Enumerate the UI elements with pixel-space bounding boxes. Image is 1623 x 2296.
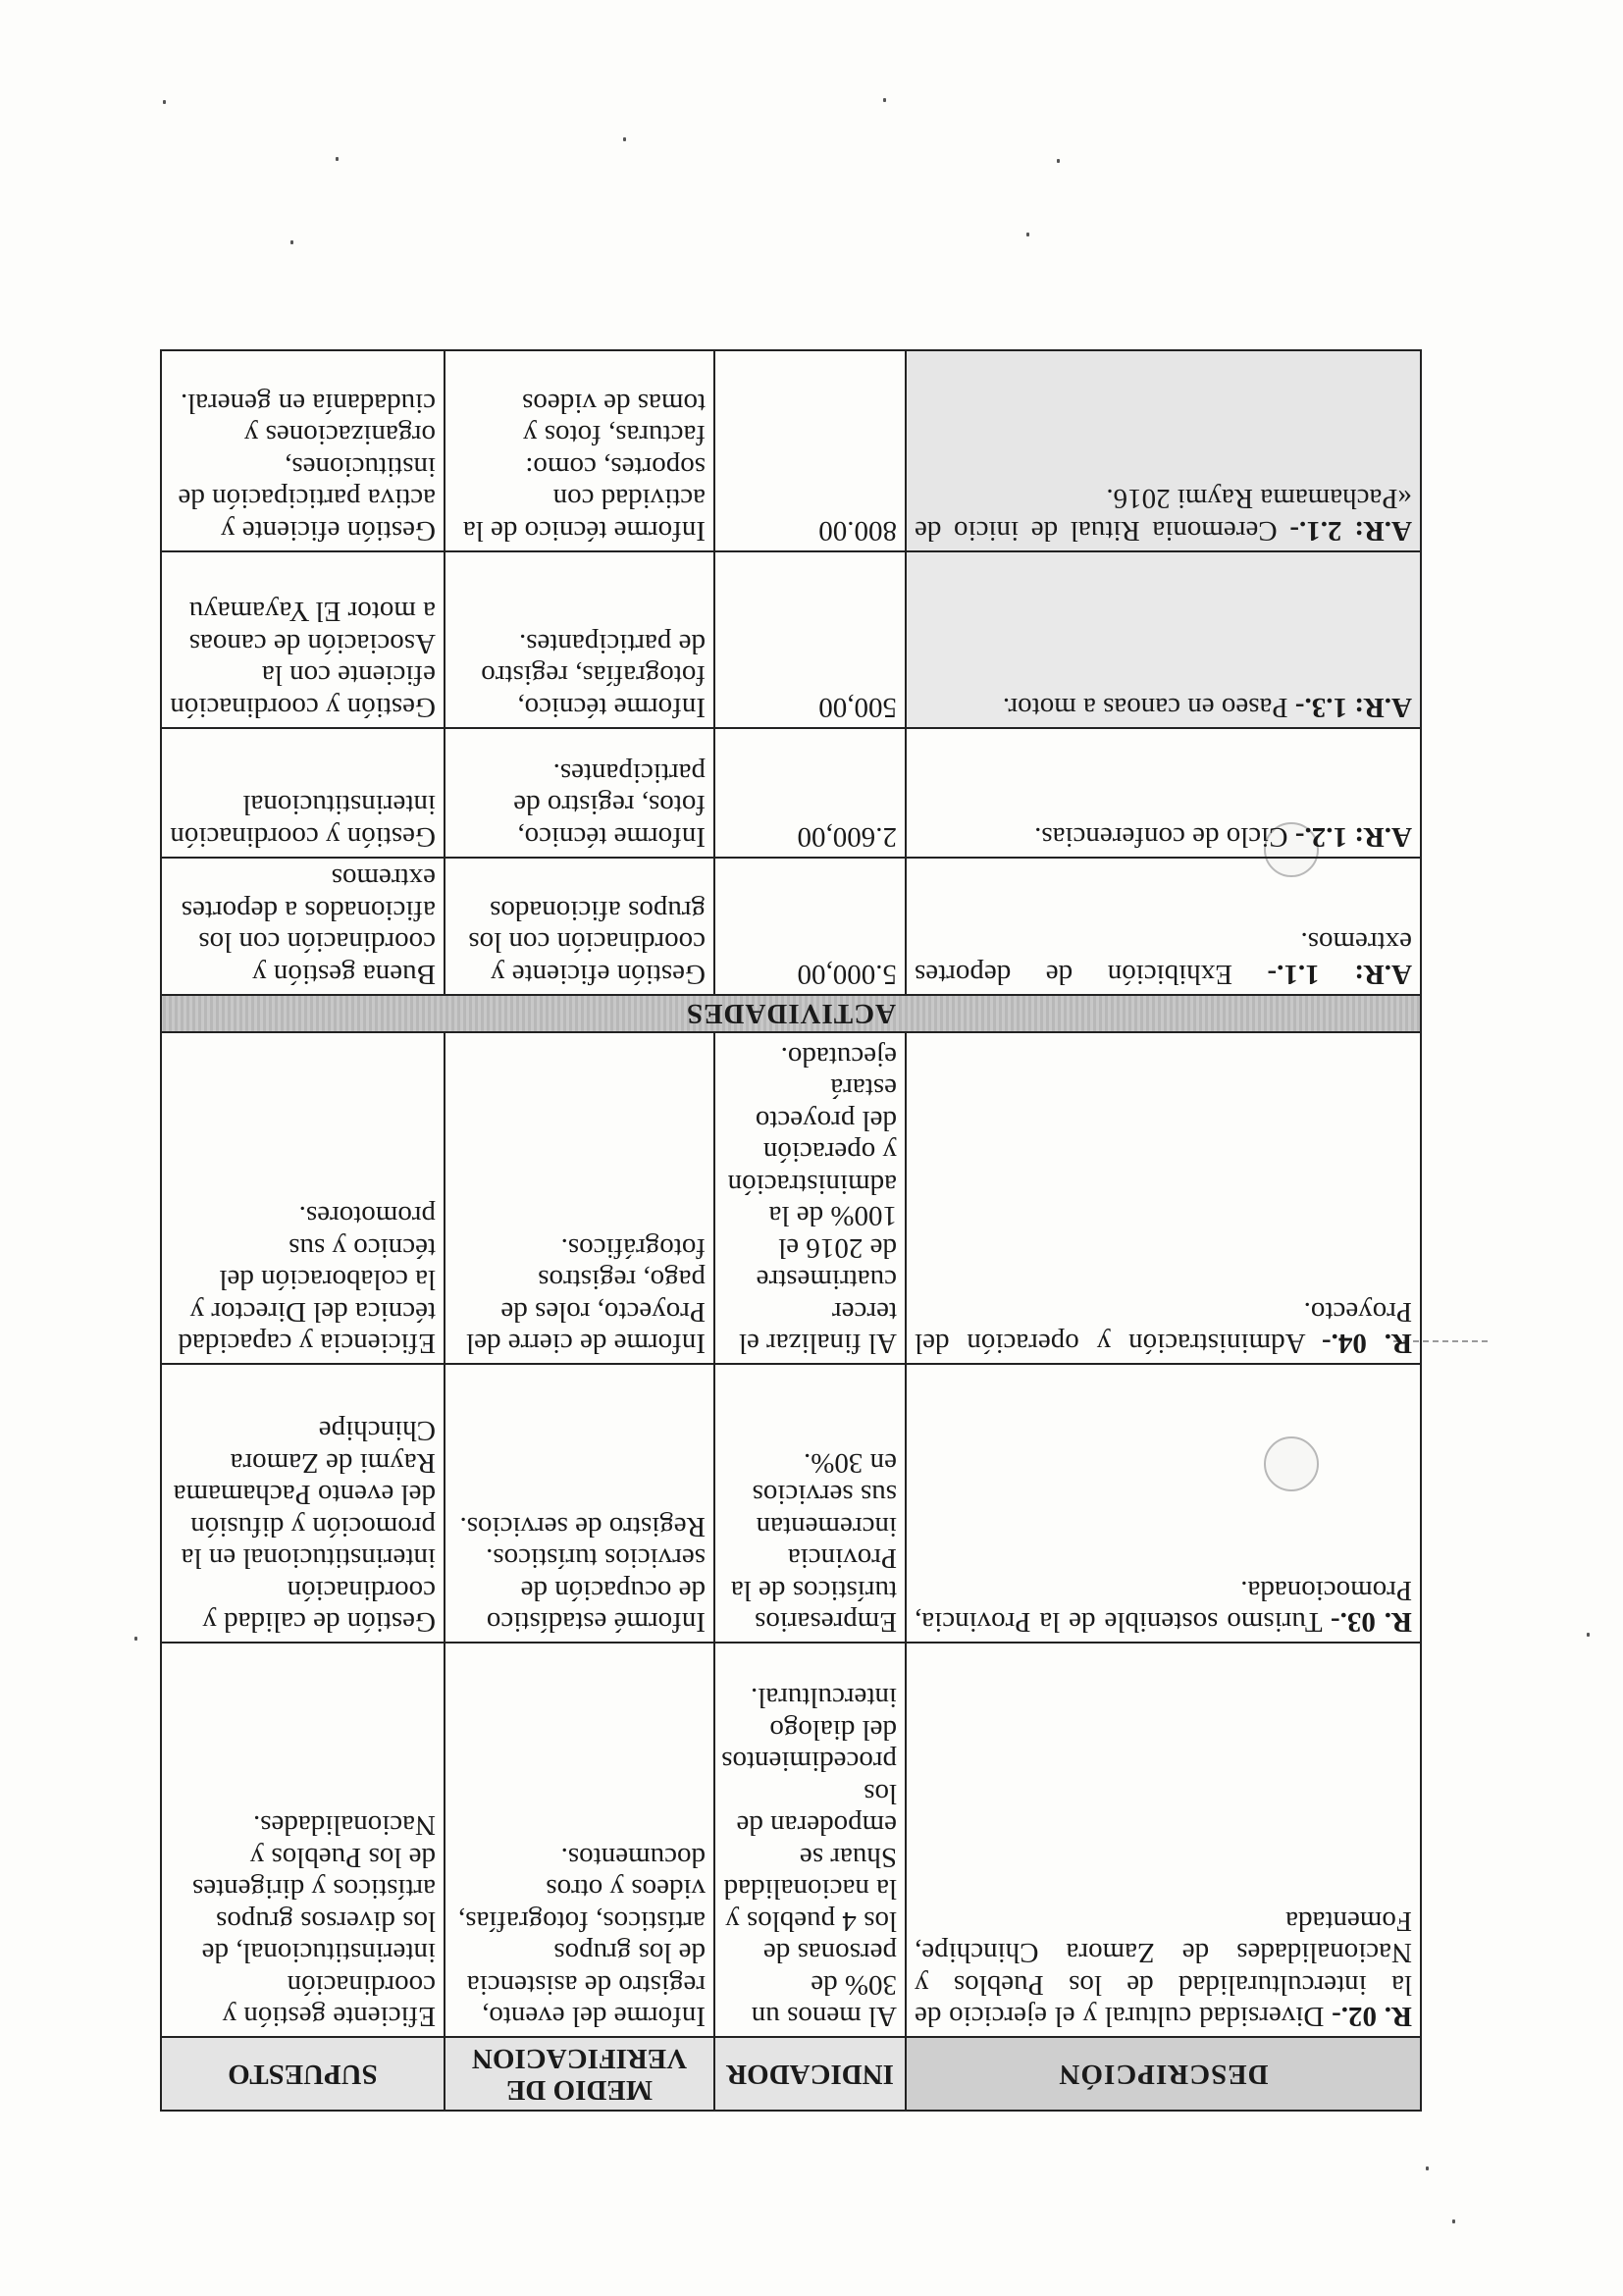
- row-desc-text: Turismo sostenible de la Provincia, Promocionada.: [915, 1574, 1412, 1639]
- row-supuesto: Gestión de calidad y coordinación interinstitucional en la promoción y difusión del evento Pachamama Raymi de Zamora Chinchipe: [161, 1364, 445, 1643]
- activity-row: [161, 728, 1421, 858]
- row-desc-text: Administración y operación del Proyecto.: [915, 1295, 1412, 1360]
- table-header-row: [161, 2037, 1421, 2111]
- activity-row: [161, 551, 1421, 728]
- scan-speck: [1057, 159, 1060, 163]
- scan-speck: [1426, 2166, 1429, 2170]
- activity-supuesto: Gestión eficiente y activa participación de instituciones, organizaciones y ciudadanía en general.: [161, 350, 445, 551]
- scan-speck: [290, 240, 293, 244]
- activity-medio: Gestión eficiente y coordinación con los grupos aficionados: [445, 858, 714, 995]
- activity-code: A.R: 2.1.-: [1289, 514, 1412, 547]
- scan-speck: [1587, 1633, 1590, 1637]
- row-indicador: Empresarios turísticos de la Provincia incrementan sus servicios en 30%.: [714, 1364, 906, 1643]
- row-supuesto: Eficiente gestión y coordinación interinstitucional, de los diversos grupos artísticos y dirigentes de los Pueblos y Nacionalidades.: [161, 1643, 445, 2037]
- header-medio-verificacion: MEDIO DE VERIFICACION: [445, 2037, 714, 2111]
- activity-supuesto: Gestión y coordinación eficiente con la Asociación de canoas a motor El Yayamayu: [161, 551, 445, 728]
- table-row: [161, 1032, 1421, 1364]
- header-indicador: INDICADOR: [714, 2037, 906, 2111]
- activity-code: A.R: 1.1.-: [1267, 958, 1412, 990]
- activity-row: [161, 350, 1421, 551]
- row-code: R. 03.-: [1330, 1606, 1412, 1639]
- logical-framework-table: [160, 349, 1422, 2112]
- activity-desc-text: Exhibición de deportes extremos.: [914, 926, 1412, 990]
- row-desc-text: Diversidad cultural y el ejercicio de la interculturalidad de los Pueblos y Nacionalidades de Zamora Chinchipe, Fomentada: [915, 1905, 1412, 2033]
- row-medio: Informé estadístico de ocupación de servicios turísticos. Registro de servicios.: [445, 1364, 714, 1643]
- row-code: R. 02.-: [1332, 2001, 1412, 2033]
- activity-row: [161, 858, 1421, 995]
- activity-medio: Informe técnico, fotos, registro de participantes.: [445, 728, 714, 858]
- activity-desc-text: Ciclo de conferencias.: [1034, 820, 1288, 853]
- row-medio: Informe de cierre del Proyecto, roles de pago, registros fotográficos.: [445, 1032, 714, 1364]
- row-medio: Informe del evento, registro de asistencia de los grupos artísticos, fotografías, videos y otros documentos.: [445, 1643, 714, 2037]
- table-row: [161, 1364, 1421, 1643]
- row-supuesto: Eficiencia y capacidad técnica del Director y la colaboración del técnico y sus promotores.: [161, 1032, 445, 1364]
- activity-descripcion: [906, 350, 1421, 551]
- activity-presupuesto: 2.600,00: [714, 728, 906, 858]
- activity-desc-text: Ceremonia Ritual de inicio de «Pachamama Raymi 2016.: [914, 483, 1412, 547]
- activity-desc-text: Paseo en canoas a motor.: [1002, 691, 1288, 723]
- row-descripcion: [906, 1032, 1421, 1364]
- scan-speck: [1452, 2219, 1455, 2223]
- activity-presupuesto: 500,00: [714, 551, 906, 728]
- row-descripcion: [906, 1643, 1421, 2037]
- actividades-band: ACTIVIDADES: [161, 995, 1421, 1032]
- activity-code: A.R: 1.3.-: [1294, 691, 1412, 723]
- activity-supuesto: Buena gestión y coordinación con los aficionados a deportes extremos: [161, 858, 445, 995]
- activity-code: A.R: 1.2.-: [1294, 820, 1412, 853]
- scan-speck: [134, 1637, 137, 1641]
- scan-speck: [883, 98, 886, 102]
- header-descripcion: DESCRIPCIÓN: [906, 2037, 1421, 2111]
- activity-medio: Informe técnico de la actividad con soportes, como: facturas, fotos y tomas de videos: [445, 350, 714, 551]
- activity-presupuesto: 800.00: [714, 350, 906, 551]
- header-supuesto: SUPUESTO: [161, 2037, 445, 2111]
- scan-speck: [336, 157, 339, 161]
- activity-descripcion: [906, 728, 1421, 858]
- row-indicador: Al finalizar el tercer cuatrimestre de 2016 el 100% de la administración y operación del proyecto estará ejecutado.: [714, 1032, 906, 1364]
- row-code: R. 04.-: [1321, 1328, 1412, 1360]
- rotated-table-area: [162, 349, 1422, 2112]
- activity-presupuesto: 5.000,00: [714, 858, 906, 995]
- scan-speck: [163, 100, 166, 104]
- row-indicador: Al menos un 30% de personas de los 4 pueblos y la nacionalidad Shuar se empoderan de los procedimientos del dialogo intercultural.: [714, 1643, 906, 2037]
- row-descripcion: [906, 1364, 1421, 1643]
- activity-supuesto: Gestión y coordinación interinstitucional: [161, 728, 445, 858]
- section-band-row: [161, 995, 1421, 1032]
- scan-speck: [1026, 233, 1029, 236]
- activity-medio: Informe técnico, fotografías, registro de participantes.: [445, 551, 714, 728]
- activity-descripcion: [906, 551, 1421, 728]
- scan-speck: [623, 137, 626, 141]
- table-row: [161, 1643, 1421, 2037]
- activity-descripcion: [906, 858, 1421, 995]
